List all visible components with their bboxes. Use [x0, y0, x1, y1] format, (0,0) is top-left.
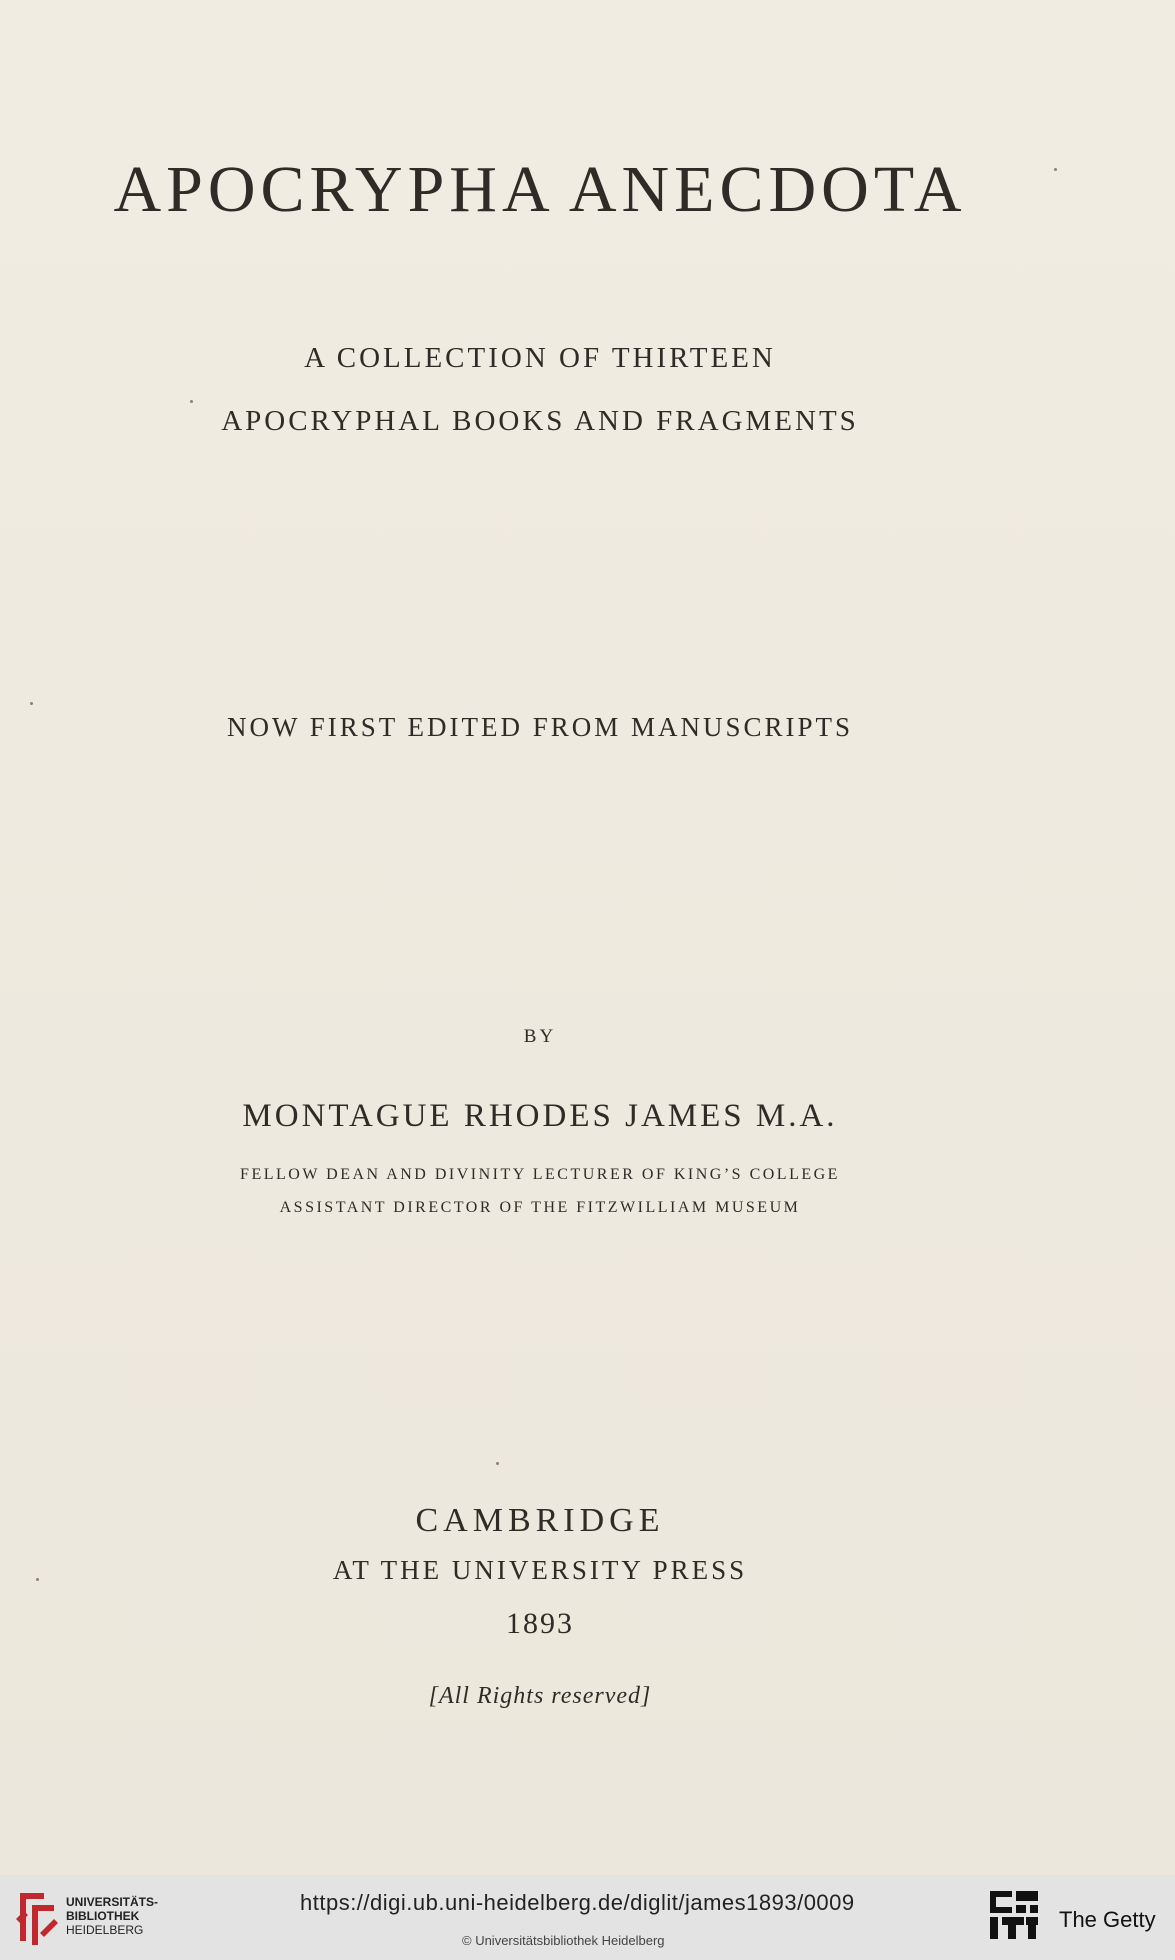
ub-heidelberg-logo-icon[interactable]	[14, 1889, 60, 1947]
publication-city: CAMBRIDGE	[415, 1502, 665, 1539]
paper-speck	[496, 1462, 499, 1465]
getty-logo-icon[interactable]	[988, 1889, 1040, 1945]
author-name: MONTAGUE RHODES JAMES M.A.	[242, 1098, 838, 1134]
paper-speck	[190, 400, 193, 403]
sponsor-name[interactable]: The Getty	[1059, 1907, 1156, 1932]
author-position-line2: ASSISTANT DIRECTOR OF THE FITZWILLIAM MUSEUM	[279, 1199, 801, 1216]
library-name-line1: UNIVERSITÄTS-	[66, 1895, 159, 1909]
library-name-line2: BIBLIOTHEK	[66, 1909, 140, 1923]
book-subtitle-line1: A COLLECTION OF THIRTEEN	[304, 342, 776, 374]
by-line: BY	[523, 1026, 557, 1047]
viewer-footer	[0, 1875, 1175, 1960]
author-position-line1: FELLOW DEAN AND DIVINITY LECTURER OF KING’S COLLEGE	[240, 1166, 840, 1183]
publisher: AT THE UNIVERSITY PRESS	[332, 1555, 748, 1585]
copyright-notice: © Universitätsbibliothek Heidelberg	[462, 1933, 665, 1948]
book-subtitle-line2: APOCRYPHAL BOOKS AND FRAGMENTS	[221, 405, 859, 437]
edited-line: NOW FIRST EDITED FROM MANUSCRIPTS	[226, 712, 854, 742]
rights-notice: [All Rights reserved]	[428, 1683, 652, 1709]
publication-year: 1893	[506, 1607, 574, 1640]
permalink-url[interactable]: https://digi.ub.uni-heidelberg.de/diglit/james1893/0009	[300, 1890, 855, 1915]
paper-speck	[36, 1578, 39, 1581]
paper-speck	[1054, 168, 1057, 171]
library-name[interactable]	[66, 1895, 158, 1937]
library-name-line3: HEIDELBERG	[66, 1923, 144, 1937]
paper-speck	[30, 702, 33, 705]
book-title: APOCRYPHA ANECDOTA	[113, 153, 967, 226]
